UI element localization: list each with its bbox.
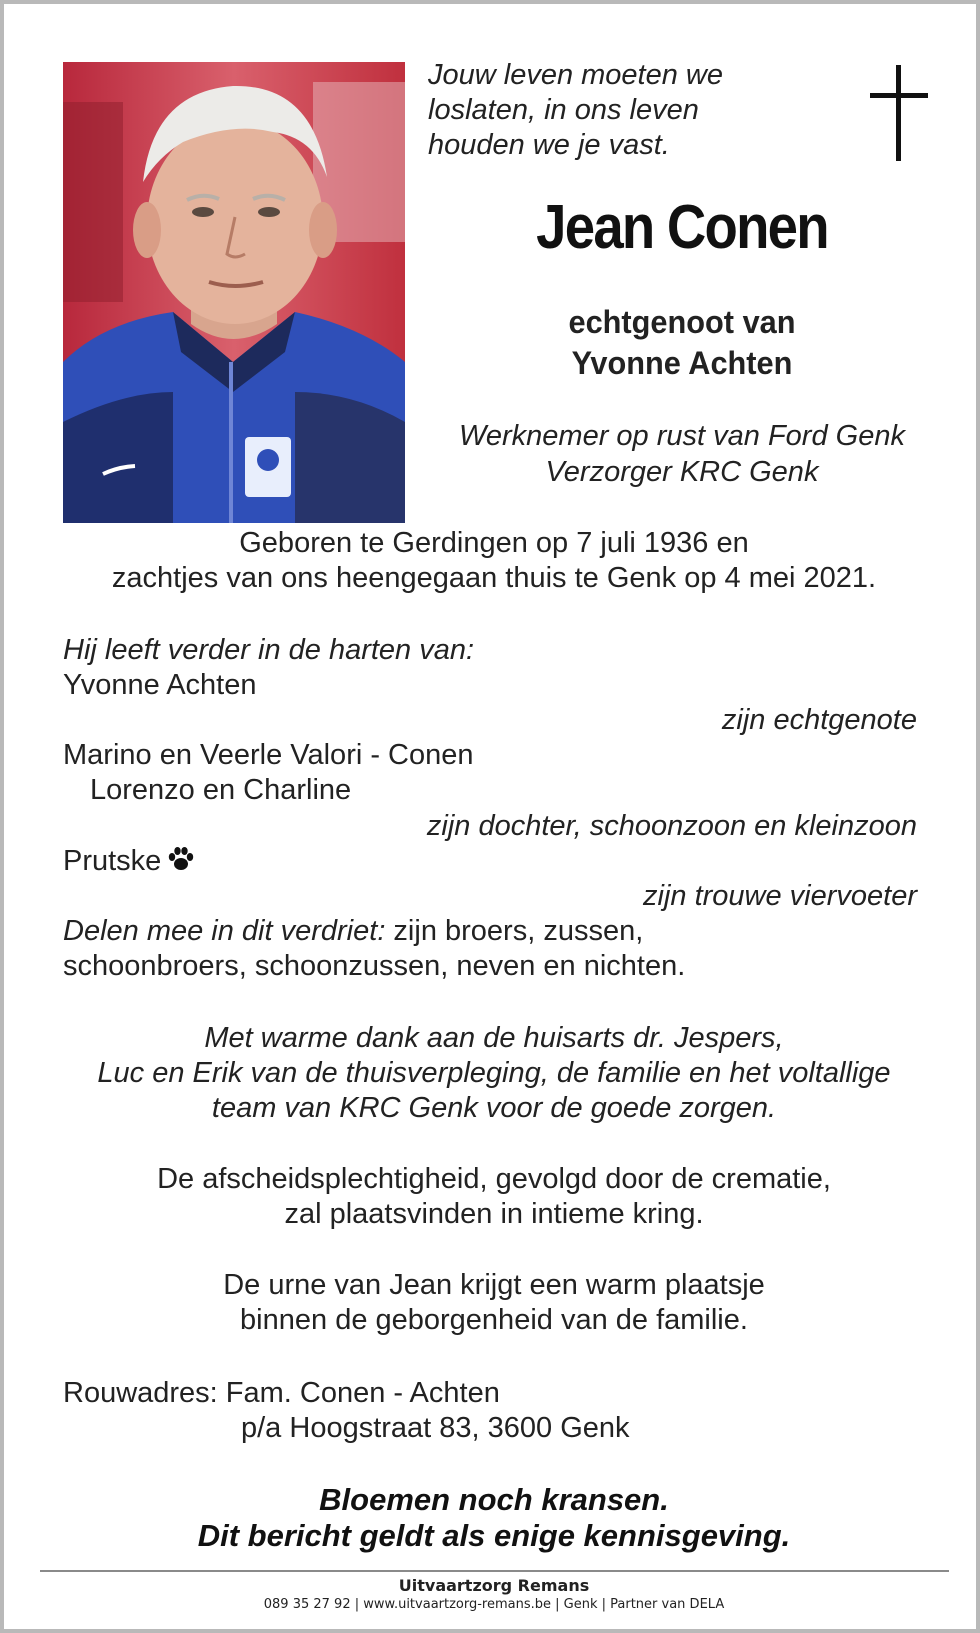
daughter-names: Marino en Veerle Valori - Conen [63,739,474,771]
urn-block [44,1268,944,1338]
address-line-1: Rouwadres: Fam. Conen - Achten [63,1377,500,1409]
address-line-2: p/a Hoogstraat 83, 3600 Genk [241,1412,630,1444]
death-line: zachtjes van ons heengegaan thuis te Genk op 4 mei 2021. [111,562,877,594]
funeral-company-name: Uitvaartzorg Remans [398,1576,590,1595]
ceremony-line: De afscheidsplechtigheid, gevolgd door de crematie, [157,1163,831,1195]
occupation-line: Verzorger KRC Genk [545,456,819,488]
birth-line: Geboren te Gerdingen op 7 juli 1936 en [239,527,749,559]
occupation-line: Werknemer op rust van Ford Genk [459,420,905,452]
ceremony-line: zal plaatsvinden in intieme kring. [284,1198,704,1230]
thanks-line: Luc en Erik van de thuisverpleging, de familie en het voltallige [97,1057,891,1089]
funeral-company-details: 089 35 27 92 | www.uitvaartzorg-remans.be | Genk | Partner van DELA [263,1597,725,1612]
quote-line: houden we je vast. [428,129,670,161]
pet-role: zijn trouwe viervoeter [643,880,917,912]
pet-line [63,844,195,881]
closing-line: Bloemen noch kransen. [319,1482,669,1517]
spouse-relation: echtgenoot van [568,304,796,340]
quote-line: Jouw leven moeten we [428,59,723,91]
spouse-block [432,302,931,384]
daughter-role: zijn dochter, schoonzoon en kleinzoon [426,810,917,842]
thanks-line: team van KRC Genk voor de goede zorgen. [211,1092,777,1124]
closing-block [44,1482,944,1554]
deceased-name: Jean Conen [536,193,828,262]
thanks-line: Met warme dank aan de huisarts dr. Jespers, [204,1022,784,1054]
urn-line: binnen de geborgenheid van de familie. [240,1304,748,1336]
family-intro: Hij leeft verder in de harten van: [63,634,475,666]
quote [428,58,848,163]
occupation-block [422,418,942,490]
share-rest: zijn broers, zussen, [385,915,644,947]
closing-line: Dit bericht geldt als enige kennisgeving. [197,1518,791,1553]
quote-line: loslaten, in ons leven [428,94,699,126]
footer-divider [40,1570,949,1572]
share-intro: Delen mee in dit verdriet: [63,915,386,947]
share-line [63,914,643,949]
share-line-2: schoonbroers, schoonzussen, neven en nichten. [63,950,686,982]
thanks-block [44,1021,944,1126]
spouse-name: Yvonne Achten [571,345,793,381]
urn-line: De urne van Jean krijgt een warm plaatsje [223,1269,765,1301]
cross-icon [870,65,928,166]
ceremony-block [44,1162,944,1232]
paw-icon [167,846,195,881]
grandchildren-names: Lorenzo en Charline [90,774,352,806]
portrait-photo [63,62,405,523]
spouse-family-name: Yvonne Achten [63,669,257,701]
spouse-role: zijn echtgenote [721,704,917,736]
pet-name: Prutske [63,845,162,877]
dates-block [44,526,944,596]
